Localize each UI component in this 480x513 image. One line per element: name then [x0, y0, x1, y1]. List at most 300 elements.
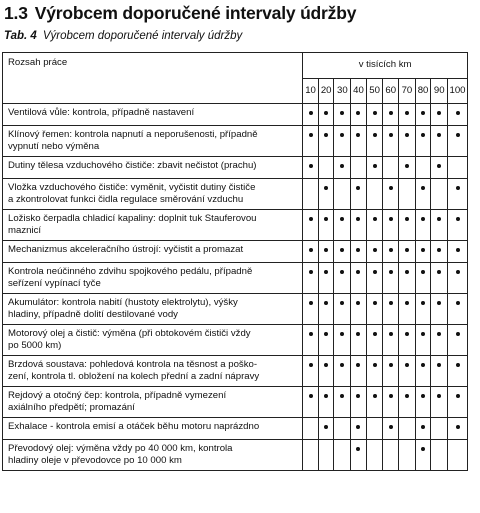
- interval-cell: [448, 387, 468, 418]
- task-line: zení, kontrola tl. obložení na kolech přední a zadní nápravy: [8, 371, 260, 382]
- task-line: Akumulátor: kontrola nabití (hustoty elektrolytu), výšky: [8, 297, 238, 308]
- interval-mark: [421, 332, 425, 336]
- table-row: [3, 440, 468, 471]
- interval-cell: [351, 418, 367, 440]
- interval-cell: [318, 179, 334, 210]
- interval-mark: [405, 111, 409, 115]
- interval-mark: [356, 394, 360, 398]
- interval-cell: [351, 294, 367, 325]
- interval-mark: [389, 363, 393, 367]
- interval-cell: [415, 157, 431, 179]
- km-column-header: 10: [303, 78, 319, 104]
- interval-mark: [340, 363, 344, 367]
- interval-cell: [383, 440, 399, 471]
- interval-cell: [415, 126, 431, 157]
- interval-mark: [421, 248, 425, 252]
- section-number: 1.3: [4, 3, 28, 23]
- interval-mark: [389, 217, 393, 221]
- interval-cell: [415, 104, 431, 126]
- interval-mark: [356, 425, 360, 429]
- task-line: Exhalace - kontrola emisí a otáček běhu motoru naprázdno: [8, 421, 260, 432]
- interval-cell: [448, 440, 468, 471]
- interval-mark: [421, 133, 425, 137]
- interval-cell: [431, 263, 448, 294]
- interval-cell: [303, 325, 319, 356]
- interval-mark: [389, 186, 393, 190]
- interval-mark: [405, 363, 409, 367]
- interval-mark: [421, 111, 425, 115]
- interval-cell: [318, 157, 334, 179]
- interval-cell: [366, 325, 383, 356]
- interval-mark: [421, 186, 425, 190]
- interval-mark: [456, 248, 460, 252]
- interval-cell: [366, 418, 383, 440]
- interval-cell: [448, 325, 468, 356]
- interval-mark: [340, 270, 344, 274]
- interval-cell: [351, 387, 367, 418]
- interval-mark: [340, 217, 344, 221]
- table-row: [3, 325, 468, 356]
- interval-cell: [334, 126, 351, 157]
- interval-mark: [437, 301, 441, 305]
- interval-mark: [309, 394, 313, 398]
- task-description: [3, 157, 303, 179]
- interval-cell: [415, 179, 431, 210]
- interval-mark: [324, 133, 328, 137]
- interval-mark: [356, 248, 360, 252]
- interval-cell: [303, 241, 319, 263]
- km-column-header: 80: [415, 78, 431, 104]
- interval-cell: [334, 179, 351, 210]
- interval-mark: [456, 394, 460, 398]
- interval-cell: [383, 104, 399, 126]
- interval-cell: [318, 263, 334, 294]
- task-description: [3, 325, 303, 356]
- interval-mark: [373, 270, 377, 274]
- interval-cell: [334, 104, 351, 126]
- interval-mark: [389, 394, 393, 398]
- task-line: hladiny oleje v převodovce po 10 000 km: [8, 455, 182, 466]
- interval-mark: [324, 425, 328, 429]
- interval-cell: [383, 418, 399, 440]
- interval-cell: [448, 126, 468, 157]
- interval-cell: [318, 126, 334, 157]
- task-line: Dutiny tělesa vzduchového čističe: zbavit nečistot (prachu): [8, 160, 257, 171]
- interval-cell: [415, 210, 431, 241]
- interval-cell: [351, 241, 367, 263]
- interval-cell: [351, 157, 367, 179]
- task-line: axiálního předpětí; promazání: [8, 402, 135, 413]
- interval-cell: [399, 104, 416, 126]
- table-row: [3, 104, 468, 126]
- task-line: seřízení vypínací tyče: [8, 278, 101, 289]
- interval-cell: [448, 356, 468, 387]
- interval-cell: [399, 157, 416, 179]
- interval-cell: [399, 440, 416, 471]
- interval-cell: [399, 263, 416, 294]
- interval-mark: [456, 111, 460, 115]
- task-line: Převodový olej: výměna vždy po 40 000 km, kontrola: [8, 443, 233, 454]
- interval-mark: [340, 111, 344, 115]
- interval-mark: [421, 270, 425, 274]
- interval-cell: [399, 241, 416, 263]
- interval-cell: [383, 325, 399, 356]
- km-column-header: 100: [448, 78, 468, 104]
- interval-cell: [399, 294, 416, 325]
- interval-cell: [448, 179, 468, 210]
- interval-mark: [421, 363, 425, 367]
- task-line: a zkontrolovat funkci čidla regulace směrování vzduchu: [8, 194, 244, 205]
- km-column-header: 90: [431, 78, 448, 104]
- interval-cell: [431, 157, 448, 179]
- interval-mark: [373, 363, 377, 367]
- table-label: Tab. 4: [4, 30, 37, 42]
- interval-cell: [415, 263, 431, 294]
- interval-mark: [340, 133, 344, 137]
- interval-mark: [309, 332, 313, 336]
- km-column-header: 60: [383, 78, 399, 104]
- interval-mark: [309, 133, 313, 137]
- interval-cell: [431, 179, 448, 210]
- interval-cell: [383, 263, 399, 294]
- task-line: Motorový olej a čistič: výměna (při obtokovém čističi vždy: [8, 328, 251, 339]
- interval-cell: [318, 294, 334, 325]
- interval-cell: [318, 356, 334, 387]
- interval-mark: [437, 164, 441, 168]
- interval-mark: [456, 363, 460, 367]
- interval-mark: [437, 363, 441, 367]
- interval-cell: [318, 387, 334, 418]
- interval-cell: [303, 387, 319, 418]
- interval-cell: [318, 210, 334, 241]
- interval-cell: [415, 294, 431, 325]
- interval-cell: [431, 294, 448, 325]
- interval-mark: [340, 332, 344, 336]
- interval-cell: [383, 157, 399, 179]
- interval-mark: [373, 248, 377, 252]
- interval-mark: [437, 394, 441, 398]
- interval-mark: [405, 301, 409, 305]
- interval-mark: [324, 248, 328, 252]
- table-row: [3, 418, 468, 440]
- interval-cell: [334, 418, 351, 440]
- interval-cell: [431, 241, 448, 263]
- task-line: Kontrola neúčinného zdvihu spojkového pedálu, případně: [8, 266, 253, 277]
- interval-mark: [421, 425, 425, 429]
- table-row: [3, 294, 468, 325]
- interval-mark: [309, 217, 313, 221]
- interval-mark: [456, 425, 460, 429]
- interval-cell: [334, 440, 351, 471]
- maintenance-interval-table: [2, 52, 468, 471]
- interval-mark: [421, 217, 425, 221]
- interval-cell: [351, 126, 367, 157]
- interval-cell: [303, 126, 319, 157]
- interval-cell: [431, 325, 448, 356]
- interval-cell: [303, 104, 319, 126]
- interval-cell: [334, 210, 351, 241]
- task-line: Klínový řemen: kontrola napnutí a neporušenosti, případně: [8, 129, 258, 140]
- interval-mark: [373, 217, 377, 221]
- interval-cell: [334, 325, 351, 356]
- task-line: hladiny, případně dolití destilované vody: [8, 309, 178, 320]
- table-caption: [4, 30, 242, 42]
- task-line: Mechanizmus akceleračního ústrojí: vyčistit a promazat: [8, 244, 244, 255]
- interval-cell: [415, 418, 431, 440]
- interval-cell: [351, 210, 367, 241]
- interval-cell: [399, 356, 416, 387]
- interval-cell: [366, 179, 383, 210]
- table-row: [3, 356, 468, 387]
- interval-cell: [303, 418, 319, 440]
- interval-cell: [303, 210, 319, 241]
- section-title: Výrobcem doporučené intervaly údržby: [34, 3, 357, 23]
- interval-mark: [309, 248, 313, 252]
- interval-cell: [334, 294, 351, 325]
- interval-cell: [366, 210, 383, 241]
- interval-cell: [448, 241, 468, 263]
- interval-mark: [309, 164, 313, 168]
- interval-mark: [356, 133, 360, 137]
- interval-mark: [340, 301, 344, 305]
- interval-mark: [389, 111, 393, 115]
- interval-cell: [448, 104, 468, 126]
- interval-mark: [437, 332, 441, 336]
- interval-mark: [324, 217, 328, 221]
- interval-cell: [415, 325, 431, 356]
- interval-mark: [309, 301, 313, 305]
- interval-cell: [366, 104, 383, 126]
- table-row: [3, 263, 468, 294]
- interval-mark: [340, 164, 344, 168]
- km-column-header: 50: [366, 78, 383, 104]
- interval-cell: [431, 356, 448, 387]
- interval-mark: [389, 332, 393, 336]
- interval-cell: [383, 241, 399, 263]
- interval-mark: [373, 111, 377, 115]
- interval-cell: [399, 387, 416, 418]
- interval-cell: [415, 387, 431, 418]
- interval-cell: [303, 179, 319, 210]
- interval-cell: [366, 157, 383, 179]
- interval-mark: [405, 332, 409, 336]
- interval-mark: [405, 270, 409, 274]
- task-description: [3, 263, 303, 294]
- task-description: [3, 126, 303, 157]
- interval-cell: [318, 241, 334, 263]
- interval-mark: [309, 270, 313, 274]
- table-row: [3, 210, 468, 241]
- interval-mark: [356, 186, 360, 190]
- interval-cell: [334, 241, 351, 263]
- table-row: [3, 157, 468, 179]
- task-description: [3, 104, 303, 126]
- section-heading: [4, 3, 356, 24]
- interval-cell: [334, 356, 351, 387]
- interval-cell: [366, 387, 383, 418]
- interval-cell: [351, 356, 367, 387]
- interval-cell: [399, 126, 416, 157]
- interval-mark: [324, 111, 328, 115]
- interval-cell: [399, 210, 416, 241]
- interval-cell: [383, 126, 399, 157]
- interval-cell: [318, 440, 334, 471]
- interval-mark: [373, 164, 377, 168]
- interval-cell: [366, 263, 383, 294]
- unit-header: v tisících km: [303, 53, 468, 79]
- task-description: [3, 241, 303, 263]
- interval-mark: [356, 111, 360, 115]
- task-line: Brzdová soustava: pohledová kontrola na těsnost a poško-: [8, 359, 258, 370]
- interval-mark: [437, 270, 441, 274]
- interval-cell: [448, 157, 468, 179]
- task-line: maznicí: [8, 225, 42, 236]
- table-body: [3, 104, 468, 471]
- interval-cell: [431, 387, 448, 418]
- interval-mark: [356, 447, 360, 451]
- interval-cell: [448, 263, 468, 294]
- task-description: [3, 294, 303, 325]
- table-caption-text: Výrobcem doporučené intervaly údržby: [42, 30, 243, 42]
- work-column-header: Rozsah práce: [3, 53, 303, 104]
- interval-mark: [373, 133, 377, 137]
- table-row: [3, 387, 468, 418]
- interval-cell: [448, 418, 468, 440]
- task-description: [3, 387, 303, 418]
- task-line: po 5000 km): [8, 340, 62, 351]
- interval-cell: [366, 241, 383, 263]
- interval-mark: [324, 186, 328, 190]
- interval-mark: [456, 301, 460, 305]
- km-column-header: 40: [351, 78, 367, 104]
- interval-mark: [389, 425, 393, 429]
- interval-mark: [356, 270, 360, 274]
- task-description: [3, 440, 303, 471]
- header-row-top: [3, 53, 468, 79]
- interval-mark: [356, 301, 360, 305]
- interval-cell: [383, 294, 399, 325]
- interval-cell: [431, 104, 448, 126]
- interval-mark: [456, 217, 460, 221]
- interval-cell: [351, 179, 367, 210]
- interval-mark: [389, 301, 393, 305]
- interval-mark: [405, 133, 409, 137]
- interval-mark: [456, 270, 460, 274]
- interval-cell: [366, 126, 383, 157]
- interval-mark: [324, 332, 328, 336]
- interval-mark: [421, 301, 425, 305]
- interval-cell: [448, 294, 468, 325]
- interval-cell: [318, 104, 334, 126]
- interval-mark: [309, 111, 313, 115]
- interval-cell: [431, 440, 448, 471]
- km-column-header: 70: [399, 78, 416, 104]
- interval-cell: [415, 356, 431, 387]
- interval-cell: [431, 418, 448, 440]
- interval-cell: [303, 294, 319, 325]
- interval-cell: [399, 179, 416, 210]
- task-line: vypnutí nebo výměna: [8, 141, 100, 152]
- interval-cell: [415, 241, 431, 263]
- interval-mark: [340, 394, 344, 398]
- km-column-header: 20: [318, 78, 334, 104]
- task-description: [3, 418, 303, 440]
- interval-mark: [356, 332, 360, 336]
- interval-mark: [324, 301, 328, 305]
- interval-mark: [373, 301, 377, 305]
- interval-mark: [405, 217, 409, 221]
- interval-mark: [437, 111, 441, 115]
- interval-mark: [405, 164, 409, 168]
- interval-mark: [405, 248, 409, 252]
- interval-cell: [399, 325, 416, 356]
- table-row: [3, 241, 468, 263]
- interval-cell: [303, 157, 319, 179]
- interval-mark: [456, 332, 460, 336]
- interval-cell: [415, 440, 431, 471]
- interval-mark: [421, 447, 425, 451]
- interval-cell: [366, 294, 383, 325]
- interval-cell: [318, 325, 334, 356]
- interval-cell: [303, 356, 319, 387]
- interval-mark: [437, 133, 441, 137]
- task-line: Ložisko čerpadla chladicí kapaliny: doplnit tuk Stauferovou: [8, 213, 257, 224]
- interval-mark: [356, 217, 360, 221]
- interval-mark: [405, 394, 409, 398]
- km-column-header: 30: [334, 78, 351, 104]
- interval-cell: [366, 440, 383, 471]
- task-description: [3, 179, 303, 210]
- interval-mark: [373, 394, 377, 398]
- interval-cell: [431, 210, 448, 241]
- interval-cell: [366, 356, 383, 387]
- interval-mark: [437, 248, 441, 252]
- interval-cell: [431, 126, 448, 157]
- interval-cell: [351, 104, 367, 126]
- interval-cell: [351, 263, 367, 294]
- task-line: Vložka vzduchového čističe: vyměnit, vyčistit dutiny čističe: [8, 182, 256, 193]
- interval-cell: [351, 325, 367, 356]
- interval-cell: [334, 157, 351, 179]
- interval-cell: [334, 263, 351, 294]
- interval-cell: [318, 418, 334, 440]
- task-description: [3, 210, 303, 241]
- interval-mark: [324, 394, 328, 398]
- task-line: Ventilová vůle: kontrola, případně nastavení: [8, 107, 195, 118]
- interval-mark: [324, 270, 328, 274]
- interval-mark: [456, 186, 460, 190]
- interval-cell: [383, 210, 399, 241]
- interval-mark: [456, 133, 460, 137]
- interval-mark: [373, 332, 377, 336]
- interval-mark: [340, 248, 344, 252]
- interval-mark: [309, 363, 313, 367]
- table-row: [3, 126, 468, 157]
- interval-cell: [383, 356, 399, 387]
- task-line: Rejdový a otočný čep: kontrola, případně vymezení: [8, 390, 227, 401]
- interval-cell: [303, 440, 319, 471]
- interval-cell: [351, 440, 367, 471]
- interval-mark: [356, 363, 360, 367]
- interval-mark: [437, 217, 441, 221]
- interval-cell: [303, 263, 319, 294]
- interval-mark: [389, 133, 393, 137]
- interval-mark: [324, 363, 328, 367]
- interval-cell: [383, 387, 399, 418]
- interval-mark: [389, 248, 393, 252]
- interval-cell: [334, 387, 351, 418]
- table-row: [3, 179, 468, 210]
